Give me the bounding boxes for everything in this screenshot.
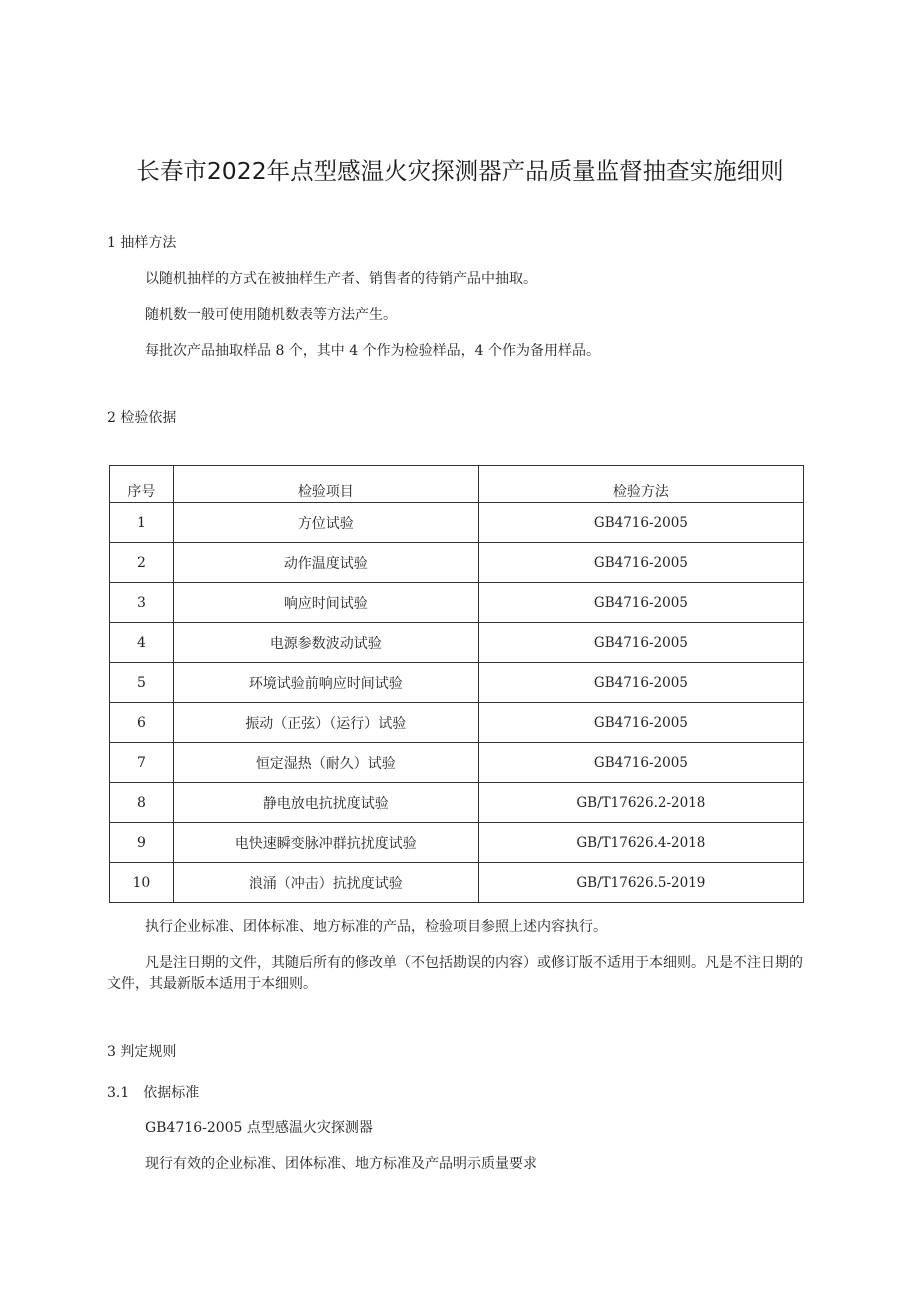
cell-method: GB4716-2005 — [478, 543, 803, 583]
cell-no: 2 — [110, 543, 174, 583]
cell-item: 动作温度试验 — [173, 543, 478, 583]
cell-method: GB4716-2005 — [478, 743, 803, 783]
section-1-line-1: 以随机抽样的方式在被抽样生产者、销售者的待销产品中抽取。 — [145, 271, 537, 287]
cell-no: 7 — [110, 743, 174, 783]
cell-item: 浪涌（冲击）抗扰度试验 — [173, 863, 478, 903]
cell-item: 响应时间试验 — [173, 583, 478, 623]
cell-item: 电源参数波动试验 — [173, 623, 478, 663]
cell-item: 方位试验 — [173, 503, 478, 543]
page-title: 长春市2022年点型感温火灾探测器产品质量监督抽查实施细则 — [136, 157, 784, 185]
cell-no: 9 — [110, 823, 174, 863]
section-3-1-heading: 3.1 依据标准 — [107, 1085, 200, 1101]
cell-method: GB4716-2005 — [478, 623, 803, 663]
column-header-no: 序号 — [110, 466, 174, 503]
cell-no: 4 — [110, 623, 174, 663]
section-1-line-2: 随机数一般可使用随机数表等方法产生。 — [145, 307, 397, 323]
table-row — [110, 863, 804, 903]
cell-item: 振动（正弦）（运行）试验 — [173, 703, 478, 743]
cell-item: 环境试验前响应时间试验 — [173, 663, 478, 703]
cell-no: 3 — [110, 583, 174, 623]
cell-item: 恒定湿热（耐久）试验 — [173, 743, 478, 783]
column-header-method: 检验方法 — [478, 466, 803, 503]
table-row — [110, 583, 804, 623]
table-row — [110, 823, 804, 863]
inspection-table — [109, 465, 804, 903]
cell-method: GB/T17626.4-2018 — [478, 823, 803, 863]
section-1-heading: 1 抽样方法 — [107, 235, 177, 251]
cell-no: 5 — [110, 663, 174, 703]
cell-item: 电快速瞬变脉冲群抗扰度试验 — [173, 823, 478, 863]
section-3-line-1: GB4716-2005 点型感温火灾探测器 — [145, 1120, 373, 1136]
table-row — [110, 623, 804, 663]
cell-method: GB/T17626.5-2019 — [478, 863, 803, 903]
cell-method: GB4716-2005 — [478, 703, 803, 743]
table-row — [110, 543, 804, 583]
cell-item: 静电放电抗扰度试验 — [173, 783, 478, 823]
cell-method: GB4716-2005 — [478, 663, 803, 703]
section-2-note-1: 执行企业标准、团体标准、地方标准的产品，检验项目参照上述内容执行。 — [145, 919, 607, 935]
cell-no: 8 — [110, 783, 174, 823]
cell-no: 6 — [110, 703, 174, 743]
section-2-note-2: 凡是注日期的文件，其随后所有的修改单（不包括勘误的内容）或修订版不适用于本细则。凡是不注日期的文件，其最新版本适用于本细则。 — [107, 955, 803, 992]
table-row — [110, 743, 804, 783]
cell-method: GB/T17626.2-2018 — [478, 783, 803, 823]
cell-no: 10 — [110, 863, 174, 903]
table-row — [110, 503, 804, 543]
cell-method: GB4716-2005 — [478, 503, 803, 543]
column-header-item: 检验项目 — [173, 466, 478, 503]
cell-method: GB4716-2005 — [478, 583, 803, 623]
section-2-heading: 2 检验依据 — [107, 410, 177, 426]
section-3-heading: 3 判定规则 — [107, 1044, 177, 1060]
section-1-line-3: 每批次产品抽取样品 8 个，其中 4 个作为检验样品，4 个作为备用样品。 — [145, 343, 600, 359]
table-row — [110, 703, 804, 743]
table-row — [110, 663, 804, 703]
cell-no: 1 — [110, 503, 174, 543]
section-3-line-2: 现行有效的企业标准、团体标准、地方标准及产品明示质量要求 — [145, 1156, 537, 1172]
table-row — [110, 783, 804, 823]
table-header-row — [110, 466, 804, 503]
